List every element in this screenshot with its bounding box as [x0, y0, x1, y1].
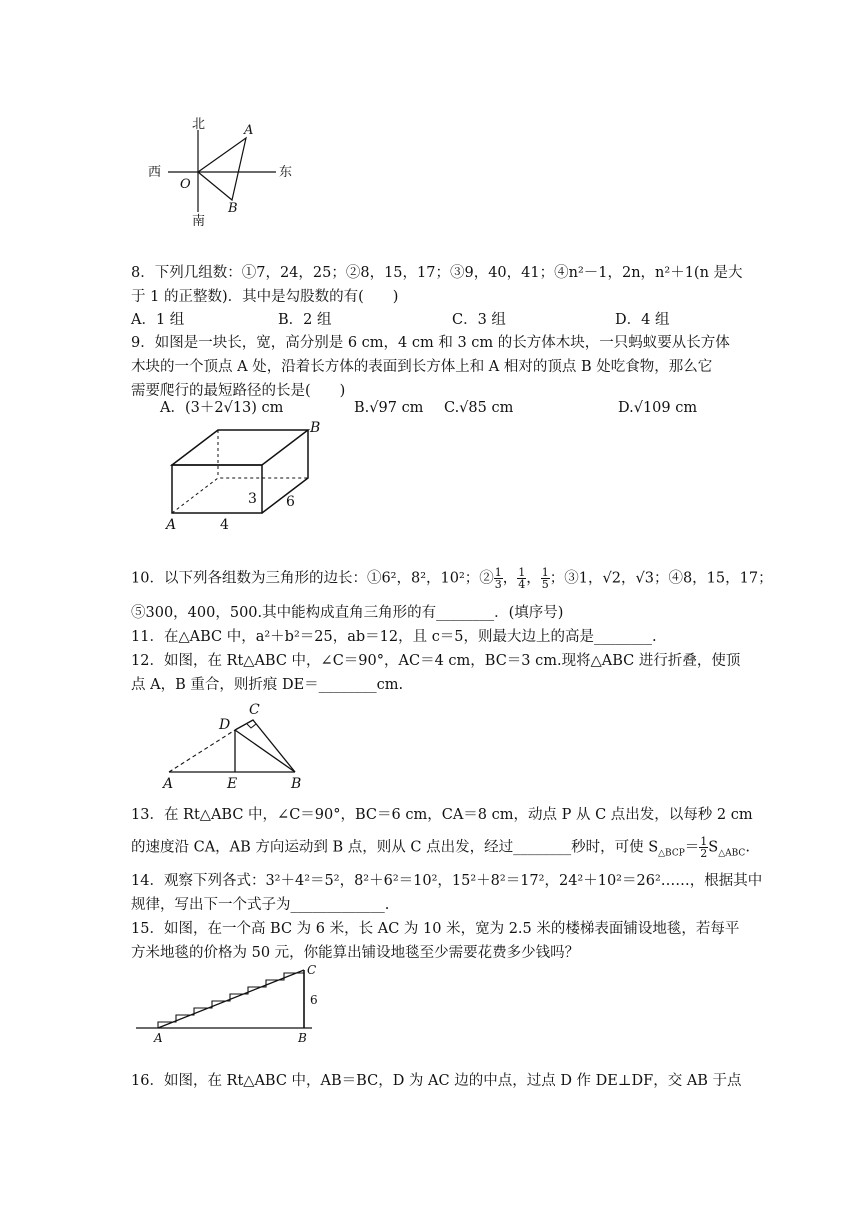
q8-line1: 8．下列几组数：①7，24，25；②8，15，17；③9，40，41；④n²－1，2n，n²＋1(n 是大	[131, 265, 743, 281]
label-height-6: 6	[310, 993, 318, 1007]
label-height-3: 3	[248, 491, 257, 507]
fraction-num: 1	[494, 566, 502, 579]
label-D: D	[219, 717, 231, 733]
q15-line1: 15．如图，在一个高 BC 为 6 米，长 AC 为 10 米，宽为 2.5 米的楼梯表面铺设地毯，若每平	[131, 921, 740, 937]
q9-option-d: D.√109 cm	[618, 400, 698, 416]
label-north: 北	[192, 117, 206, 132]
fraction-1-4	[517, 567, 526, 590]
cuboid-figure	[160, 418, 340, 534]
fraction-den: 4	[518, 578, 526, 591]
q11-line: 11．在△ABC 中，a²＋b²＝25，ab＝12，且 c＝5，则最大边上的高是________.	[131, 629, 657, 645]
label-A: A	[163, 776, 174, 792]
q12-line1: 12．如图，在 Rt△ABC 中，∠C＝90°，AC＝4 cm，BC＝3 cm.现将△ABC 进行折叠，使顶	[131, 653, 741, 669]
stairs-figure	[132, 962, 332, 1046]
q8-option-a: A．1 组	[131, 312, 185, 328]
fraction-den: 3	[494, 578, 502, 591]
label-C: C	[307, 963, 317, 977]
label-C: C	[249, 702, 260, 718]
label-A: A	[244, 123, 254, 138]
fraction-1-3	[494, 567, 503, 590]
q13-s: S	[708, 839, 719, 856]
compass-figure	[140, 112, 300, 232]
top-face	[172, 430, 308, 465]
q14-line1: 14．观察下列各式：3²＋4²＝5²，8²＋6²＝10²，15²＋8²＝17²，24²＋10²＝26²……，根据其中	[131, 873, 763, 889]
label-E: E	[227, 776, 238, 792]
q13-sub-bcp: △BCP	[658, 848, 685, 859]
fraction-1-5	[541, 567, 550, 590]
side-DB	[235, 730, 295, 772]
q9-line1: 9．如图是一块长，宽，高分别是 6 cm，4 cm 和 3 cm 的长方体木块，一只蚂蚁要从长方体	[131, 335, 730, 351]
q8-option-b: B．2 组	[278, 312, 332, 328]
label-A: A	[154, 1031, 163, 1045]
q9-option-c: C.√85 cm	[444, 400, 514, 416]
q8-option-d: D．4 组	[615, 312, 670, 328]
label-A: A	[166, 517, 177, 533]
q10-line1: 10．以下列各组数为三角形的边长：①6²，8²，10²；② $\frac{1}{3}$ ， $\frac{1}{4}$ ， $\frac{1}{5}$ ；③1，√2，√3；④8，15，17；	[131, 566, 773, 591]
label-B: B	[291, 776, 302, 792]
q9-option-a: A．(3＋2√13) cm	[160, 400, 284, 416]
fraction-num: 1	[518, 566, 526, 579]
fraction-num: 1	[541, 566, 549, 579]
q13-eq: ＝	[684, 839, 700, 856]
label-length-6: 6	[286, 494, 295, 510]
q14-line2: 规律，写出下一个式子为_____________.	[131, 897, 390, 913]
q9-option-b: B.√97 cm	[354, 400, 424, 416]
q12-line2: 点 A，B 重合，则折痕 DE＝________cm.	[131, 677, 404, 693]
q13-line2	[131, 835, 750, 863]
q9-line2: 木块的一个顶点 A 处，沿着长方体的表面到长方体上和 A 相对的顶点 B 处吃食物，那么它	[131, 359, 713, 375]
q15-line2: 方米地毯的价格为 50 元，你能算出铺设地毯至少需要花费多少钱吗？	[131, 945, 580, 961]
label-south: 南	[192, 214, 206, 229]
q16-line1: 16．如图，在 Rt△ABC 中，AB＝BC，D 为 AC 边的中点，过点 D 作 DE⊥DF，交 AB 于点	[131, 1073, 742, 1089]
label-width-4: 4	[220, 517, 229, 533]
label-O: O	[180, 177, 191, 192]
q10-text-a: 10．以下列各组数为三角形的边长：①6²，8²，10²；②	[131, 570, 494, 587]
fraction-num: 1	[700, 835, 708, 848]
triangle-OAB	[198, 138, 246, 200]
side-edges	[262, 430, 308, 513]
label-B: B	[228, 201, 238, 216]
fraction-den: 2	[700, 847, 708, 860]
label-B: B	[298, 1031, 307, 1045]
side-AD-dashed	[169, 730, 235, 772]
q8-line2: 于 1 的正整数)．其中是勾股数的有( )	[131, 289, 399, 305]
label-east: 东	[279, 165, 293, 180]
q9-line3: 需要爬行的最短路径的长是( )	[131, 383, 346, 399]
fraction-den: 5	[541, 578, 549, 591]
fold-triangle-figure	[155, 700, 315, 792]
q13-sub-abc: △ABC	[718, 848, 746, 859]
fraction-1-2	[699, 836, 708, 859]
side-AC	[158, 970, 304, 1028]
label-B: B	[310, 420, 321, 436]
q13-line1: 13．在 Rt△ABC 中，∠C＝90°，BC＝6 cm，CA＝8 cm，动点 P 从 C 点出发，以每秒 2 cm	[131, 807, 753, 823]
label-west: 西	[148, 165, 162, 180]
q13-end: .	[745, 839, 750, 856]
q10-line2: ⑤300，400，500.其中能构成直角三角形的有________．(填序号)	[131, 605, 564, 621]
q8-option-c: C．3 组	[452, 312, 506, 328]
q13-text: 的速度沿 CA，AB 方向运动到 B 点，则从 C 点出发，经过________秒时，可使 S	[131, 839, 659, 856]
right-angle-mark	[247, 724, 256, 728]
q10-text-b: ；③1，√2，√3；④8，15，17；	[549, 570, 773, 587]
folded-sides	[235, 720, 295, 772]
